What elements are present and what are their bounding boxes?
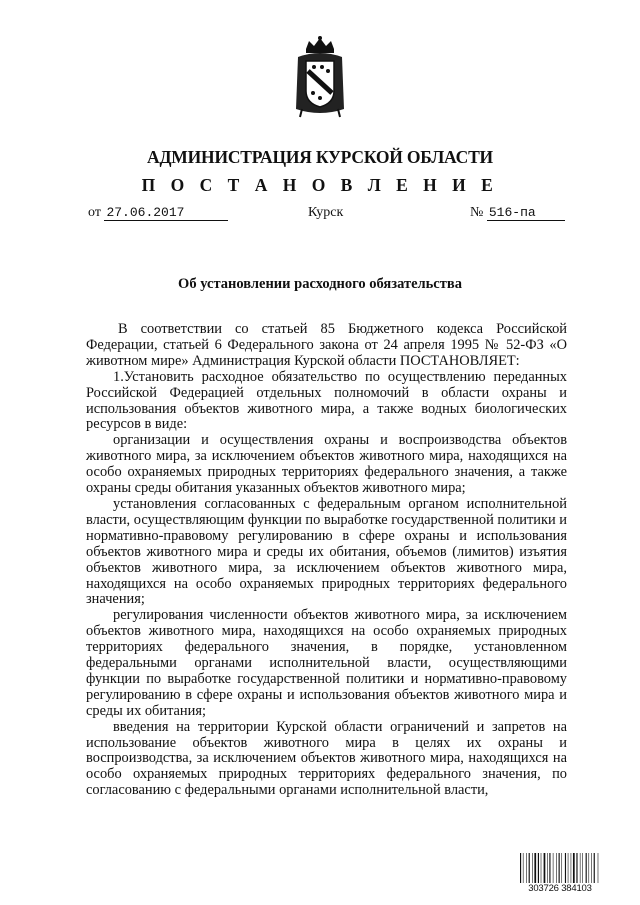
barcode-bar [565, 853, 566, 883]
barcode-bars [520, 853, 600, 883]
barcode-bar [520, 853, 521, 883]
document-type-title: П О С Т А Н О В Л Е Н И Е [141, 175, 499, 195]
barcode-bar [532, 853, 533, 883]
barcode-bar [549, 853, 550, 883]
number-prefix: № [470, 205, 484, 220]
barcode-bar [594, 853, 595, 883]
document-body [86, 322, 567, 799]
barcode-bar [582, 853, 583, 883]
barcode [518, 853, 602, 897]
barcode-number: 303726 384103 [528, 883, 592, 894]
number-value: 516-па [487, 205, 565, 221]
body-paragraph: регулирования численности объектов животного мира, за исключением объектов животного мира, находящихся на особо охраняемых природных территориях федерального значения, в порядке, установленном федеральными органами исполнительной власти, осуществляющими функции по выработке государственной политики и нормативно-правовому регулированию в сфере охраны и использования объектов животного мира и среды их обитания; [86, 607, 567, 719]
body-paragraph: установления согласованных с федеральным органом исполнительной власти, осуществляющим функции по выработке государственной политики и нормативно-правовому регулированию в сфере охраны и использования объектов животного мира и среды их обитания, объемов (лимитов) изъятия объектов животного мира, за исключением объектов животного мира, находящихся на особо охраняемых природных территориях федерального значения; [86, 495, 567, 608]
barcode-bar [580, 853, 581, 883]
date-value: 27.06.2017 [104, 205, 228, 221]
organization-title: АДМИНИСТРАЦИЯ КУРСКОЙ ОБЛАСТИ [147, 147, 493, 167]
barcode-bar [541, 853, 542, 883]
document-date [88, 205, 228, 221]
barcode-bar [553, 853, 554, 883]
body-paragraph: В соответствии со статьей 85 Бюджетного кодекса Российской Федерации, статьей 6 Федерального закона от 24 апреля 1995 № 52-ФЗ «О животном мире» Администрация Курской области ПОСТАНОВЛЯЕТ: [86, 321, 567, 369]
barcode-bar [588, 853, 589, 883]
barcode-bar [573, 853, 575, 883]
coat-of-arms-emblem [292, 35, 348, 119]
barcode-bar [591, 853, 592, 883]
document-subject: Об установлении расходного обязательства [178, 276, 462, 292]
barcode-bar [534, 853, 536, 883]
barcode-bar [571, 853, 572, 883]
barcode-bar [526, 853, 527, 883]
barcode-bar [598, 853, 599, 883]
barcode-bar [556, 853, 557, 883]
barcode-bar [576, 853, 577, 883]
body-paragraph: введения на территории Курской области ограничений и запретов на использование объектов животного мира в целях их охраны и воспроизводства, за исключением объектов животного мира, находящихся на особо охраняемых природных территориях федерального значения, по согласованию с федеральными органами исполнительной власти, [86, 718, 567, 799]
barcode-bar [561, 853, 562, 883]
date-prefix: от [88, 205, 101, 220]
barcode-bar [538, 853, 539, 883]
body-paragraph: 1.Установить расходное обязательство по осуществлению переданных Российской Федерацией отдельных полномочий в области охраны и использования объектов животного мира, а также водных биологических ресурсов в виде: [86, 368, 567, 433]
document-city: Курск [308, 205, 344, 220]
barcode-bar [529, 853, 530, 883]
barcode-bar [547, 853, 548, 883]
barcode-bar [586, 853, 587, 883]
body-paragraph: организации и осуществления охраны и воспроизводства объектов животного мира, за исключением объектов животного мира, находящихся на особо охраняемых природных территориях федерального значения, а также охраны среды обитания указанных объектов животного мира; [86, 432, 567, 497]
barcode-bar [559, 853, 560, 883]
document-number [470, 205, 565, 221]
barcode-bar [568, 853, 569, 883]
barcode-bar [544, 853, 546, 883]
barcode-bar [523, 853, 524, 883]
